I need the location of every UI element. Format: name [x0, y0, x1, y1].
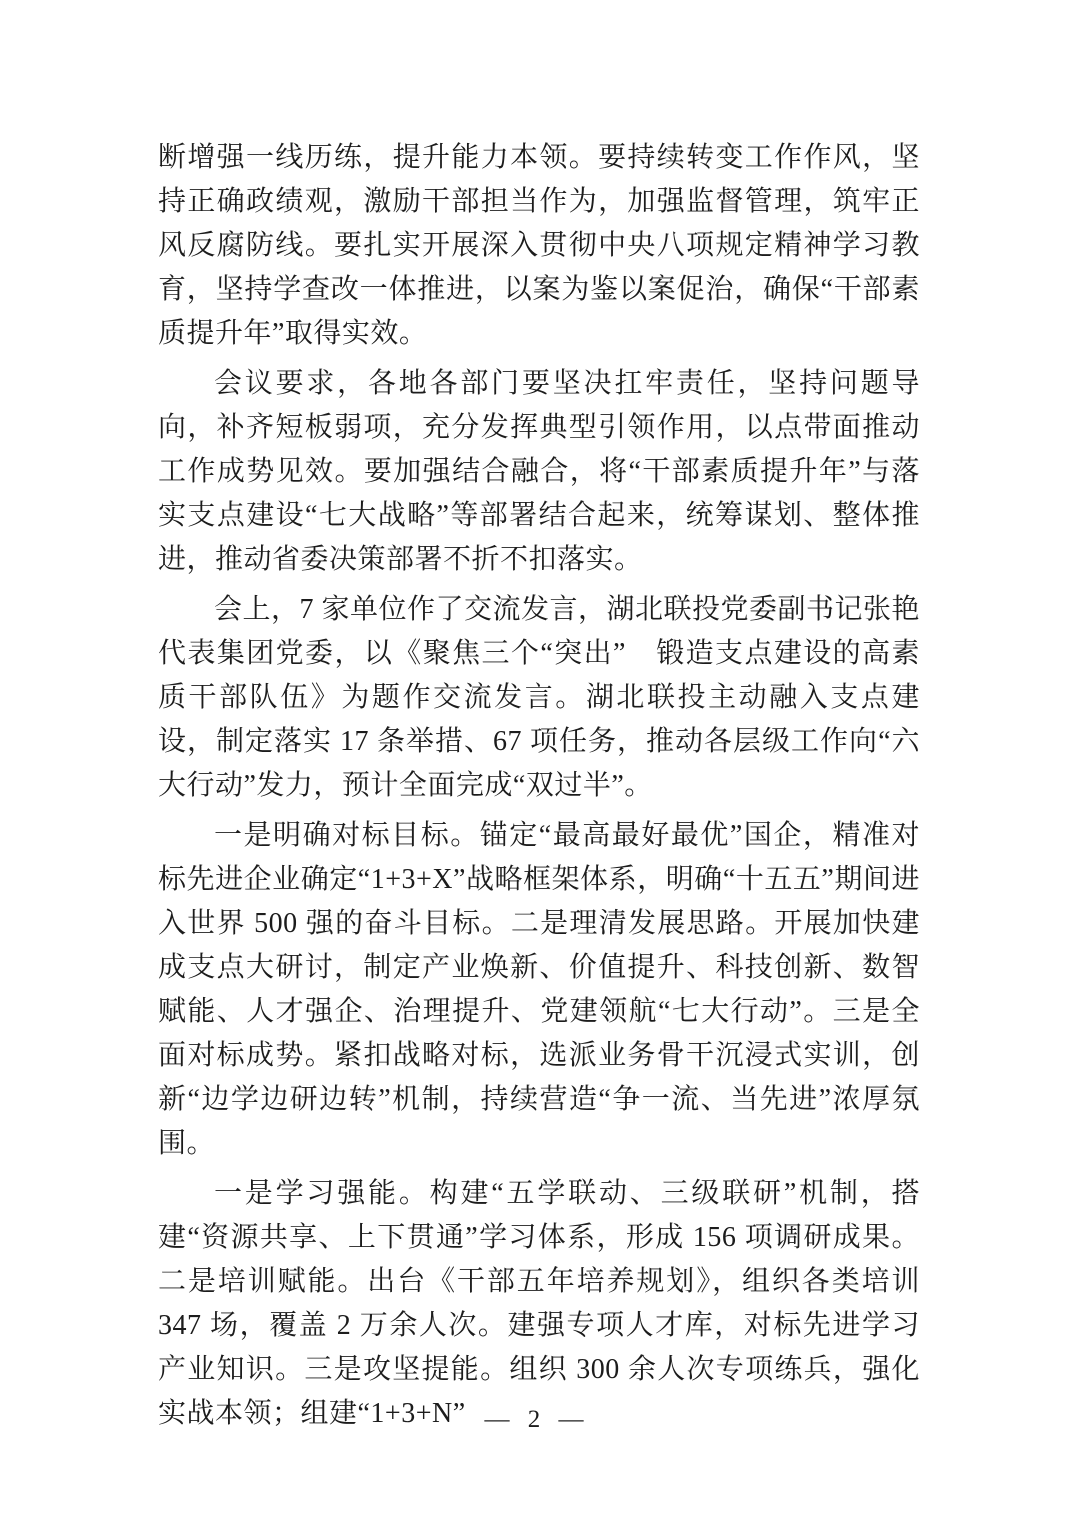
body-paragraph: 一是学习强能。构建“五学联动、三级联研”机制，搭建“资源共享、上下贯通”学习体系，形成 156 项调研成果。二是培训赋能。出台《干部五年培养规划》，组织各类培训 347 场，覆盖 2 万余人次。建强专项人才库，对标先进学习产业知识。三是攻坚提能。组织 300 余人次专项练兵，强化实战本领；组建“1+3+N”	[158, 1178, 920, 1429]
body-paragraph: 会议要求，各地各部门要坚决扛牢责任，坚持问题导向，补齐短板弱项，充分发挥典型引领作用，以点带面推动工作成势见效。要加强结合融合，将“干部素质提升年”与落实支点建设“七大战略”等部署结合起来，统筹谋划、整体推进，推动省委决策部署不折不扣落实。	[158, 368, 920, 575]
body-paragraph: 一是明确对标目标。锚定“最高最好最优”国企，精准对标先进企业确定“1+3+X”战略框架体系，明确“十五五”期间进入世界 500 强的奋斗目标。二是理清发展思路。开展加快建成支点大研讨，制定产业焕新、价值提升、科技创新、数智赋能、人才强企、治理提升、党建领航“七大行动”。三是全面对标成势。紧扣战略对标，选派业务骨干沉浸式实训，创新“边学边研边转”机制，持续营造“争一流、当先进”浓厚氛围。	[158, 820, 920, 1159]
body-paragraph: 会上，7 家单位作了交流发言，湖北联投党委副书记张艳代表集团党委，以《聚焦三个“突出” 锻造支点建设的高素质干部队伍》为题作交流发言。湖北联投主动融入支点建设，制定落实 17 条举措、67 项任务，推动各层级工作向“六大行动”发力，预计全面完成“双过半”。	[158, 594, 921, 801]
body-text	[158, 136, 920, 1442]
page-number: — 2 —	[484, 1406, 590, 1433]
body-paragraph: 断增强一线历练，提升能力本领。要持续转变工作作风，坚持正确政绩观，激励干部担当作为，加强监督管理，筑牢正风反腐防线。要扎实开展深入贯彻中央八项规定精神学习教育，坚持学查改一体推进，以案为鉴以案促治，确保“干部素质提升年”取得实效。	[158, 142, 920, 349]
